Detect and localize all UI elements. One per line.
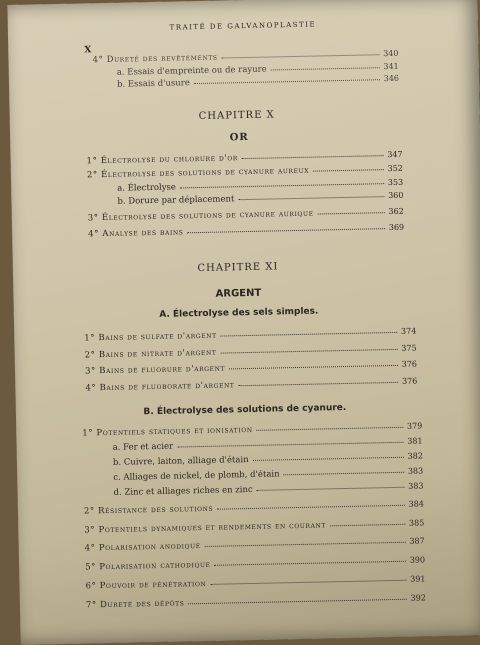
toc-entry-page: 392 (410, 593, 426, 603)
leader-dots (257, 426, 403, 430)
book-page (7, 0, 480, 645)
leader-dots (177, 441, 403, 447)
toc-entry (85, 343, 417, 360)
leader-dots (215, 560, 406, 565)
toc-entry (84, 327, 416, 344)
toc-entry-page: 369 (388, 222, 405, 233)
toc-entry-label: 2° Électrolyse des solutions de cyanure aureux (86, 165, 310, 181)
toc-entry-page: 347 (387, 149, 403, 160)
toc-entry-page: 374 (400, 326, 417, 336)
toc-entry-label: b. Cuivre, laiton, alliage d'étain (112, 455, 249, 468)
toc-entry-label: d. Zinc et alliages riches en zinc (113, 484, 253, 498)
toc-entry-label: a. Essais d'empreinte ou de rayure (116, 64, 267, 78)
toc-entry (88, 223, 404, 240)
section-title: B. Électrolyse des solutions de cyanure. (143, 402, 347, 418)
leader-dots (271, 67, 380, 70)
leader-dots (253, 456, 404, 460)
toc-entry-page: 383 (407, 466, 424, 476)
toc-entry-page: 340 (383, 48, 399, 59)
toc-entry-page: 376 (401, 359, 418, 369)
toc-entry-page: 375 (401, 343, 417, 353)
leader-dots (205, 541, 406, 546)
toc-entry-label: c. Alliages de nickel, de plomb, d'étain (113, 469, 280, 483)
chapter-title: CHAPITRE X (198, 109, 275, 123)
toc-entry-label: b. Essais d'usure (116, 78, 190, 90)
toc-entry-label: 3° Bains de fluorure d'argent (84, 363, 226, 377)
toc-entry-page: 360 (388, 190, 404, 201)
leader-dots (194, 79, 380, 84)
page-number: X (84, 45, 92, 56)
leader-dots (238, 381, 398, 385)
toc-entry-page: 384 (408, 499, 424, 509)
toc-entry-page: 385 (408, 518, 425, 528)
toc-entry (82, 421, 422, 438)
toc-entry-page: 390 (409, 555, 426, 565)
toc-entry-label: 7° Dureté des dépôts (85, 598, 185, 611)
toc-entry-label: 1° Bains de sulfate d'argent (84, 330, 217, 344)
toc-entry-page: 379 (406, 421, 423, 431)
leader-dots (313, 169, 383, 171)
toc-entry-label: b. Dorure par déplacement (117, 194, 235, 207)
toc-entry (113, 436, 423, 452)
leader-dots (221, 331, 397, 336)
toc-entry-label: 4° Analyse des bains (88, 227, 184, 240)
toc-entry (85, 574, 425, 591)
leader-dots (229, 364, 398, 369)
toc-entry-label: 4° Dureté des revêtements (92, 52, 218, 66)
leader-dots (180, 183, 384, 188)
leader-dots (330, 523, 405, 526)
section-title: A. Électrolyse des sels simples. (159, 306, 319, 320)
toc-entry (113, 451, 423, 467)
toc-entry-label: 2° Résistance des solutions (83, 503, 214, 517)
toc-entry (84, 499, 424, 516)
toc-entry-page: 353 (387, 177, 404, 188)
leader-dots (222, 54, 380, 58)
leader-dots (210, 579, 406, 584)
leader-dots (188, 598, 406, 604)
toc-entry (85, 536, 425, 553)
toc-entry (88, 207, 404, 224)
toc-entry-page: 381 (407, 436, 423, 446)
toc-entry-label: 3° Électrolyse des solutions de cyanure aurique (87, 208, 314, 224)
toc-entry (117, 191, 403, 207)
leader-dots (187, 228, 384, 233)
toc-entry-label: 1° Électrolyse du chlorure d'or (86, 153, 239, 167)
toc-entry-page: 387 (409, 536, 425, 546)
toc-entry (113, 481, 423, 497)
leader-dots (257, 486, 405, 490)
toc-entry-label: a. Fer et acier (112, 441, 174, 453)
chapter-subtitle: OR (229, 131, 249, 144)
toc-entry-page: 352 (387, 163, 403, 174)
toc-entry-label: 4° Bains de fluoborate d'argent (85, 380, 235, 394)
toc-entry-label: 2° Bains de nitrate d'argent (84, 347, 217, 361)
chapter-title: CHAPITRE XI (197, 261, 279, 275)
toc-entry (113, 466, 423, 482)
leader-dots (238, 196, 384, 200)
toc-entry-page: 391 (410, 574, 426, 584)
toc-entry-page: 383 (408, 481, 424, 491)
toc-entry-page: 362 (388, 206, 404, 217)
toc-entry-label: 6° Pouvoir de pénétration (85, 578, 207, 592)
leader-dots (220, 348, 397, 353)
toc-entry (85, 359, 417, 376)
toc-entry-label: 4° Polarisation anodique (84, 541, 201, 554)
toc-entry-page: 346 (383, 73, 400, 84)
toc-entry-label: a. Électrolyse (117, 182, 177, 194)
toc-entry-page: 341 (383, 61, 399, 72)
toc-entry (85, 376, 417, 393)
leader-dots (242, 155, 383, 159)
running-head: TRAITÉ DE GALVANOPLASTIE (169, 20, 317, 32)
leader-dots (284, 471, 404, 475)
toc-entry (86, 593, 426, 610)
toc-entry-page: 376 (401, 376, 418, 386)
toc-entry-label: 1° Potentiels statiques et ionisation (82, 424, 253, 439)
leader-dots (318, 212, 385, 214)
toc-entry-label: 5° Polarisation cathodique (85, 559, 211, 573)
toc-entry-label: 3° Potentiels dynamiques et rendements en courant (84, 520, 327, 536)
leader-dots (217, 504, 404, 509)
toc-entry (85, 555, 425, 572)
chapter-subtitle: ARGENT (215, 287, 262, 300)
toc-entry (84, 518, 424, 535)
toc-entry-page: 382 (407, 451, 423, 461)
